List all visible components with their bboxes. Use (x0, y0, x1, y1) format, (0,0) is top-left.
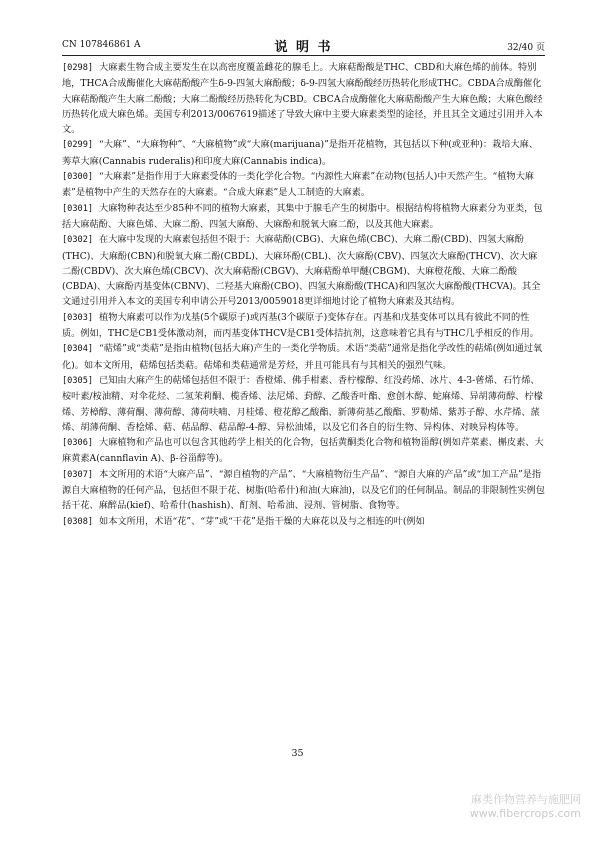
document-body (62, 60, 545, 530)
paragraph-number: [0306] (62, 438, 94, 449)
paragraph-number: [0308] (62, 516, 94, 527)
paragraph-number: [0298] (62, 63, 94, 73)
paragraph (62, 373, 545, 435)
paragraph-text: 如本文所用，术语“花”、“芽”或“干花”是指干燥的大麻花以及与之相连的叶(例如 (99, 515, 425, 527)
paragraph-number: [0302] (62, 235, 94, 246)
watermark (470, 793, 581, 821)
header-rule (62, 55, 545, 56)
paragraph (62, 435, 545, 467)
paragraph-text: “大麻”、“大麻物种”、“大麻植物”或“大麻(marijuana)”是指开花植物，其包括以下种(或亚种)：栽培大麻、莠草大麻(Cannabis ruderalis)和印度大麻(Cannabis indica)。 (62, 139, 539, 167)
paragraph-number: [0300] (62, 172, 94, 183)
publication-number: CN 107846861 A (62, 40, 141, 50)
paragraph-number: [0301] (62, 203, 94, 214)
watermark-url: www.fibercrops.com (469, 807, 581, 820)
paragraph (62, 169, 545, 201)
paragraph (62, 201, 545, 233)
paragraph (62, 310, 545, 342)
paragraph (62, 232, 545, 309)
paragraph-text: 植物大麻素可以作为戊基(5个碳原子)或丙基(3个碳原子)变体存在。丙基和戊基变体可以具有彼此不同的性质。例如，THC是CB1受体激动剂，而丙基变体THCV是CB1受体拮抗剂，这意味着它具有与THC几乎相反的作用。 (62, 311, 539, 340)
paragraph-text: 在大麻中发现的大麻素包括但不限于：大麻萜酚(CBG)、大麻色烯(CBC)、大麻二酚(CBD)、四氢大麻酚(THC)、大麻酚(CBN)和脱氧大麻二酚(CBDL)、大麻环酚(CBL)、次大麻酚(CBV)、四氢次大麻酚(THCV)、次大麻二酚(CBDV)、次大麻色烯(CBCV)、次大麻萜酚(CBGV)、大麻萜酚单甲醚(CBGM)、大麻橙花酸、大麻二酚酸(CBDA)、大麻酚丙基变体(CBNV)、二羟基大麻酚(CBO)、四氢大麻酚酸(THCA)和四氢次大麻酚酸(THCVA)。其全文通过引用并入本文的美国专利申请公开号2013/0059018更详细地讨论了植物大麻素及其结构。 (62, 234, 541, 308)
paragraph (62, 60, 545, 137)
paragraph (62, 137, 545, 169)
paragraph-text: 本文所用的术语“大麻产品”、“源自植物的产品”、“大麻植物衍生产品”、“源自大麻的产品”或“加工产品”是指源自大麻植物的任何产品，包括但不限于花、树脂(哈希什)和油(大麻油)，以及它们的任何制品。制品的非限制性实例包括干花、麻醉品(kief)、哈希什(hashish)、酊剂、哈希油、浸剂、管树脂、食物等。 (62, 468, 545, 512)
paragraph-number: [0304] (62, 344, 94, 355)
paragraph-number: [0305] (62, 375, 94, 386)
paragraph-text: “萜烯”或“类萜”是指由植物(包括大麻)产生的一类化学物质。术语“类萜”通常是指化学改性的萜烯(例如通过氧化)。如本文所用，萜烯包括类萜。萜烯和类萜通常是芳烃，并且可能具有与其相关的强烈气味。 (62, 343, 543, 371)
page-header (62, 36, 545, 54)
paragraph-text: 大麻植物和产品也可以包含其他药学上相关的化合物，包括黄酮类化合物和植物甾醇(例如芹菜素、槲皮素、大麻黄素A(cannflavin A)、β-谷甾醇等)。 (62, 437, 544, 465)
page-indicator: 32/40 页 (507, 43, 545, 53)
paragraph-text: “大麻素”是指作用于大麻素受体的一类化学化合物。“内源性大麻素”在动物(包括人)中天然产生。“植物大麻素”是植物中产生的天然存在的大麻素。“合成大麻素”是人工制造的大麻素。 (62, 171, 534, 199)
watermark-title: 麻类作物营养与施肥网 (471, 793, 581, 806)
paragraph (62, 514, 545, 530)
paragraph-number: [0307] (62, 469, 94, 480)
paragraph-text: 已知由大麻产生的萜烯包括但不限于：香橙烯、佛手柑素、香柠檬醇、红没药烯、冰片、4-3-蒈烯、石竹烯、桉叶素/桉油精、对伞花烃、二氢茉莉酮、榄香烯、法尼烯、葑醇、乙酸香叶酯、愈创木醇、蛇麻烯、异胡薄荷醇、柠檬烯、芳樟醇、薄荷酮、薄荷醇、薄荷呋喃、月桂烯、橙花醇乙酸酯、新薄荷基乙酸酯、罗勒烯、紫苏子醇、水芹烯、蒎烯、胡薄荷酮、香桧烯、萜、萜品醇、萜品醇-4-醇、异松油烯，以及它们各自的衍生物、异构体、对映异构体等。 (62, 374, 543, 433)
paragraph-text: 大麻物种表达至少85种不同的植物大麻素，其集中于腺毛产生的树脂中。根据结构将植物大麻素分为亚类，包括大麻萜酚、大麻色烯、大麻二酚、四氢大麻酚、大麻酚和脱氧大麻二酚，以及其他大麻素。 (62, 202, 543, 230)
paragraph-text: 大麻素生物合成主要发生在以高密度覆盖雌花的腺毛上。大麻萜酚酸是THC、CBD和大麻色烯的前体。特别地，THCA合成酶催化大麻萜酚酸产生δ-9-四氢大麻酚酸；δ-9-四氢大麻酚酸经历热转化形成THC。CBDA合成酶催化大麻萜酚酸产生大麻二酚酸；大麻二酚酸经历热转化为CBD。CBCA合成酶催化大麻萜酚酸产生大麻色酸；大麻色酸经历热转化成大麻色烯。美国专利2013/0067619描述了导致大麻中主要大麻素类型的途径，并且其全文通过引用并入本文。 (62, 62, 543, 136)
paragraph-number: [0299] (62, 140, 94, 151)
paragraph (62, 341, 545, 373)
document-title: 说 明 书 (274, 40, 333, 55)
paragraph (62, 467, 545, 514)
paragraph-number: [0303] (62, 312, 94, 323)
page-number: 35 (291, 748, 304, 759)
